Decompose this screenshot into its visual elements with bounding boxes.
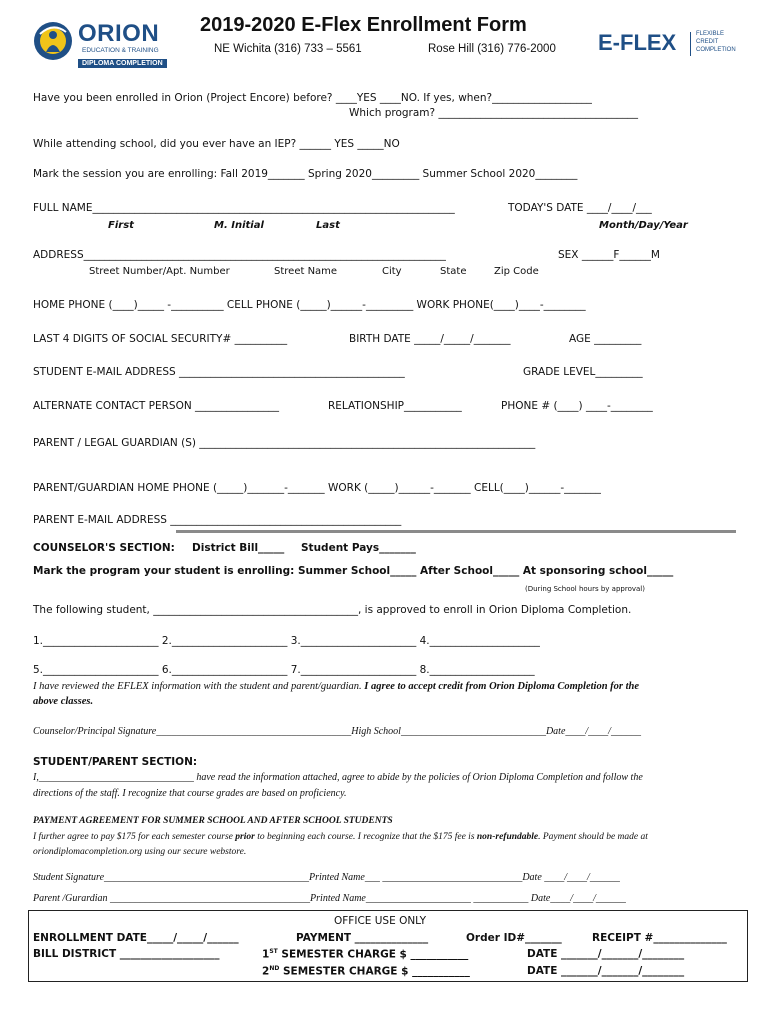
payment-terms-a: I further agree to pay $175 for each semester course — [33, 832, 236, 842]
last-name-label: Last — [316, 220, 340, 231]
review-text: I have reviewed the EFLEX information with the student and parent/guardian. — [33, 681, 362, 692]
parent-signature-line[interactable]: Parent /Gurardian ________________________________________Printed Name_____________________ ___________ Date____/____/______ — [33, 893, 626, 904]
zip-code-label: Zip Code — [494, 266, 539, 277]
guardian-phones-field[interactable]: PARENT/GUARDIAN HOME PHONE (_____)_______-_______ WORK (_____)______-_______ CELL(____)______-_______ — [33, 482, 601, 494]
ssn-field[interactable]: LAST 4 DIGITS OF SOCIAL SECURITY# __________ — [33, 333, 288, 345]
orion-emblem-icon — [32, 20, 74, 62]
sex-field[interactable]: SEX ______F______M — [558, 249, 660, 261]
form-title: 2019-2020 E-Flex Enrollment Form — [200, 14, 527, 36]
legal-guardian-field[interactable]: PARENT / LEGAL GUARDIAN (S) ________________________________________________________________ — [33, 437, 536, 449]
payment-terms-2: oriondiplomacompletion.org using our secure webstore. — [33, 847, 247, 857]
eflex-tag-3: COMPLETION — [696, 47, 736, 53]
street-name-label: Street Name — [274, 266, 338, 277]
student-statement-1[interactable]: I,_______________________________ have read the information attached, agree to abide by the policies of Orion Diploma Completion and follow the — [33, 772, 643, 783]
full-name-field[interactable]: FULL NAME_____________________________________________________________________ — [33, 202, 455, 214]
student-parent-heading: STUDENT/PARENT SECTION: — [33, 756, 198, 768]
semester1-text: SEMESTER CHARGE $ ___________ — [277, 948, 469, 961]
phone-fields[interactable]: HOME PHONE (____)_____ -__________ CELL PHONE (_____)______-_________ WORK PHONE(____)____-________ — [33, 299, 586, 311]
during-school-note: (During School hours by approval) — [525, 585, 645, 593]
semester2-sup: ND — [269, 965, 280, 972]
student-statement-2: directions of the staff. I recognize that course grades are based on proficiency. — [33, 788, 347, 799]
student-signature-line[interactable]: Student Signature_________________________________________Printed Name___ ____________________________Date ____/____/______ — [33, 872, 620, 883]
grade-level-field[interactable]: GRADE LEVEL_________ — [523, 366, 643, 378]
review-statement — [33, 681, 639, 692]
session-selection[interactable]: Mark the session you are enrolling: Fall 2019_______ Spring 2020_________ Summer School 2020________ — [33, 168, 578, 180]
agree-credit-text: I agree to accept credit from Orion Diploma Completion for the — [364, 681, 640, 692]
student-email-field[interactable]: STUDENT E-MAIL ADDRESS ___________________________________________ — [33, 366, 405, 378]
office-use-heading: OFFICE USE ONLY — [334, 915, 427, 927]
payment-terms-e: . Payment should be made at — [538, 832, 648, 842]
payment-agreement-heading: PAYMENT AGREEMENT FOR SUMMER SCHOOL AND AFTER SCHOOL STUDENTS — [33, 816, 393, 826]
receipt-field[interactable]: RECEIPT #______________ — [592, 932, 727, 944]
program-selection[interactable]: Mark the program your student is enrolling: Summer School_____ After School_____ At sponsoring school_____ — [33, 565, 674, 577]
eflex-tag-2: CREDIT — [696, 39, 719, 45]
payment-terms-c: to beginning each course. I recognize that the $175 fee is — [254, 832, 477, 842]
semester1-num: 1 — [262, 948, 270, 961]
which-program-question[interactable]: Which program? ______________________________________ — [349, 107, 638, 119]
month-day-year-label: Month/Day/Year — [599, 220, 688, 231]
payment-terms-nonrefundable: non-refundable — [476, 832, 539, 842]
payment-terms-1 — [33, 832, 648, 842]
semester2-text: SEMESTER CHARGE $ ___________ — [279, 965, 470, 978]
semester2-num: 2 — [262, 965, 270, 978]
counselor-signature-line[interactable]: Counselor/Principal Signature_______________________________________High School_____________________________Date____/____/______ — [33, 726, 641, 737]
city-label: City — [382, 266, 402, 277]
eflex-wordmark: E-FLEX — [598, 30, 677, 55]
parent-email-field[interactable]: PARENT E-MAIL ADDRESS ____________________________________________ — [33, 514, 402, 526]
phone-ne-wichita: NE Wichita (316) 733 – 5561 — [214, 43, 362, 55]
course-lines-1-4[interactable]: 1.______________________ 2.______________________ 3.______________________ 4._____________________ — [33, 635, 540, 647]
eflex-divider — [690, 32, 691, 56]
eflex-logo — [598, 30, 748, 62]
diploma-completion-tag: DIPLOMA COMPLETION — [78, 59, 167, 68]
relationship-field[interactable]: RELATIONSHIP___________ — [328, 400, 462, 412]
district-bill-option[interactable]: District Bill_____ — [192, 542, 285, 554]
payment-terms-prior: prior — [235, 832, 255, 842]
semester1-sup: ST — [269, 948, 278, 955]
agree-credit-text-2: above classes. — [33, 696, 94, 707]
alternate-phone-field[interactable]: PHONE # (____) ____-________ — [501, 400, 653, 412]
course-lines-5-8[interactable]: 5.______________________ 6.______________________ 7.______________________ 8.____________________ — [33, 664, 535, 676]
semester1-charge-field[interactable] — [262, 948, 468, 961]
order-id-field[interactable]: Order ID#_______ — [466, 932, 562, 944]
orion-subtitle: EDUCATION & TRAINING — [82, 47, 159, 54]
section-divider — [176, 530, 736, 533]
semester1-date-field[interactable]: DATE _______/_______/________ — [527, 948, 685, 960]
alternate-contact-field[interactable]: ALTERNATE CONTACT PERSON ________________ — [33, 400, 280, 412]
semester2-date-field[interactable]: DATE _______/_______/________ — [527, 965, 685, 977]
middle-initial-label: M. Initial — [214, 220, 264, 231]
phone-rose-hill: Rose Hill (316) 776-2000 — [428, 43, 556, 55]
age-field[interactable]: AGE _________ — [569, 333, 642, 345]
first-name-label: First — [108, 220, 134, 231]
todays-date-field[interactable]: TODAY'S DATE ____/____/___ — [508, 202, 652, 214]
orion-logo — [32, 18, 172, 72]
state-label: State — [440, 266, 467, 277]
semester2-charge-field[interactable] — [262, 965, 470, 978]
street-number-label: Street Number/Apt. Number — [89, 266, 230, 277]
approval-statement[interactable]: The following student, _______________________________________, is approved to enroll in Orion Diploma Completion. — [33, 604, 632, 616]
address-field[interactable]: ADDRESS_____________________________________________________________________ — [33, 249, 446, 261]
iep-question[interactable]: While attending school, did you ever have an IEP? ______ YES _____NO — [33, 138, 400, 150]
student-pays-option[interactable]: Student Pays_______ — [301, 542, 416, 554]
enrolled-before-question[interactable]: Have you been enrolled in Orion (Project Encore) before? ____YES ____NO. If yes, when?___________________ — [33, 92, 592, 104]
birth-date-field[interactable]: BIRTH DATE _____/_____/_______ — [349, 333, 511, 345]
eflex-tag-1: FLEXIBLE — [696, 31, 725, 37]
enrollment-date-field[interactable]: ENROLLMENT DATE_____/_____/______ — [33, 932, 239, 944]
payment-field[interactable]: PAYMENT ______________ — [296, 932, 429, 944]
bill-district-field[interactable]: BILL DISTRICT ___________________ — [33, 948, 220, 960]
orion-wordmark: ORION — [78, 20, 160, 47]
counselor-section-heading: COUNSELOR'S SECTION: — [33, 542, 175, 554]
